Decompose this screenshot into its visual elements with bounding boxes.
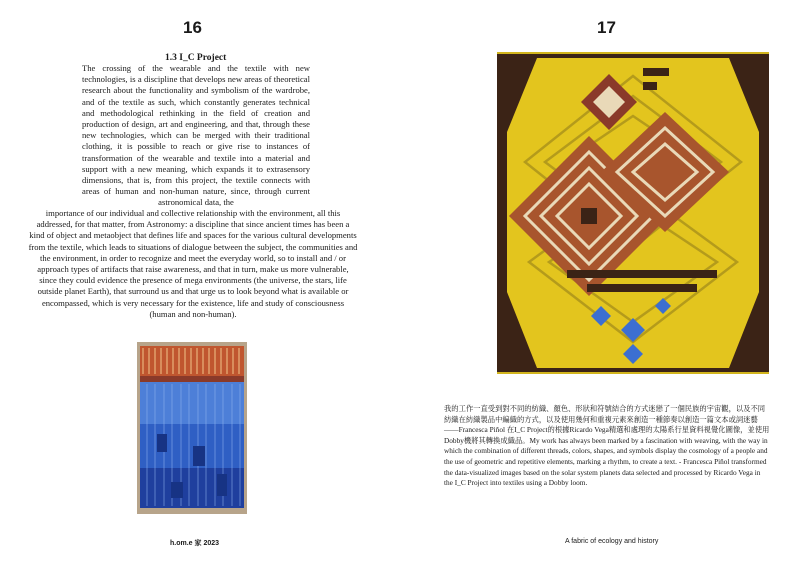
left-page-number: 16 [183, 18, 202, 37]
diamond-tapestry-image [497, 52, 769, 374]
image-caption: 我的工作一直受到對不同的紡織、顏色、形狀和符號結合的方式迷戀了一個民族的宇宙觀，以及不同紡織在紡織製品中編織的方式，以及使用幾何和重複元素來創造一種節奏以創造一篇文本或詞迷藝——Francesca Piñol 在I_C Project的根據Ricardo Vega精選和處理的太陽系行星資料視覺化圖像，並使用Dobby機將其轉換成織品。My work has always been marked by a fascination with weaving, with the way in which the combination of different threads, colors, shapes, and symbols display the cosmology of a people and the use of geometric and repetitive elements, marking a rhythm, to create a text. - Francesca Piñol transformed the data-visualized images based on the solar system planets data selected and processed by Ricardo Vega in the I_C Project into textiles using a Dobby loom. [444, 404, 770, 488]
body-paragraph-wide: importance of our individual and collective relationship with the environment, all this addressed, for that matter, from Astronomy: a discipline that since ancient times has been a kind of object and metaobject that defines life and spaces for the various cultural developments from the textile, which leads to situations of dialogue between the subject, the communities and the environment, in order to recognize and meet the everyday world, so to install and / or approach types of artifacts that raise awareness, and that in turn, make us more vulnerable, since they could evidence the presence of mega environments (the universe, the stars, life outside planet Earth), that surround us and that urge us to look beyond what is available or encompassed, which is very necessary for the existence, life and study of consciousness (human and non-human). [28, 208, 358, 319]
section-heading: 1.3 I_C Project [165, 53, 227, 63]
striped-tapestry-image [137, 342, 247, 514]
right-footer: A fabric of ecology and history [565, 538, 659, 545]
left-footer: h.om.e 家 2023 [170, 540, 220, 547]
right-page-number: 17 [597, 18, 616, 37]
body-paragraph-narrow: The crossing of the wearable and the textile with new technologies, is a discipline that develops new areas of theoretical research about the functionality and symbolism of the wardrobe, and of the textile as such, which constantly generates technical and methodological rethinking in the field of creation and production of design, art and engineering, and that, through these new technologies, which can be merged with their traditional clothing, it is possible to reach or give rise to instances of transformation of the wearable and textile into a material and support with a new meaning, which expands it to extrasensory dimensions, that is, from this project, the textile connects with areas of human and non-human nature, since, through current astronomical data, the [82, 63, 310, 208]
